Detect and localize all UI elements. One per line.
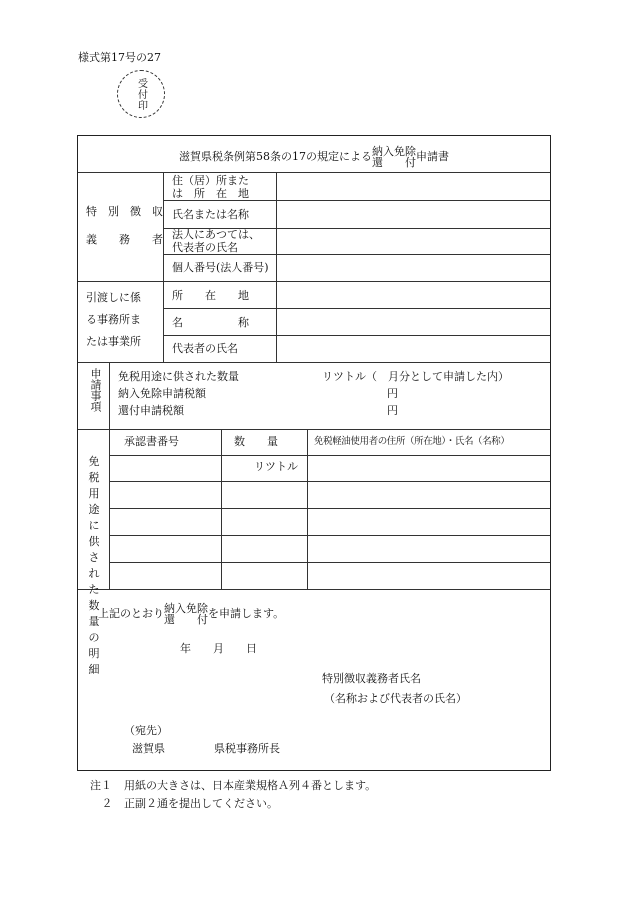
divider — [163, 172, 164, 362]
reception-stamp-circle — [117, 70, 165, 118]
col-header-certificate: 承認書番号 — [124, 435, 179, 448]
form-title — [78, 146, 550, 168]
obligor-address-label-2: は 所 在 地 — [172, 187, 249, 200]
application-row-refund-tax: 還付申請税額 — [118, 404, 184, 417]
liter-unit: リツトル — [254, 460, 298, 473]
addressee-office: 県税事務所長 — [214, 742, 280, 755]
office-location-label: 所 在 地 — [172, 289, 249, 302]
divider — [221, 429, 222, 589]
divider — [78, 281, 550, 282]
divider — [109, 481, 550, 482]
footnote — [90, 797, 278, 810]
title-option-exemption: 納入免除 — [372, 145, 416, 158]
yen-unit: 円 — [387, 387, 398, 400]
office-name-label: 名 称 — [172, 316, 249, 329]
obligor-rep-label-2: 代表者の氏名 — [172, 241, 238, 254]
declaration-suffix: を申請します。 — [208, 607, 285, 620]
office-label-line3: たは事業所 — [86, 335, 141, 348]
obligor-name-signature-note: （名称および代表者の氏名） — [324, 692, 467, 705]
divider — [78, 172, 550, 173]
divider — [78, 362, 550, 363]
office-label-line1: 引渡しに係 — [86, 291, 141, 304]
obligor-rep-label-1: 法人にあつては、 — [172, 228, 260, 241]
form-number: 様式第17号の27 — [78, 51, 161, 64]
obligor-number-label: 個人番号(法人番号) — [172, 261, 269, 274]
footnote-text: 用紙の大きさは、日本産業規格Ａ列４番とします。 — [124, 779, 377, 792]
title-suffix: 申請書 — [416, 150, 449, 163]
declaration-option-stack — [164, 603, 208, 625]
detail-label: 免税用途に供された数量の明細 — [88, 455, 100, 676]
obligor-label-line1: 特 別 徴 収 — [86, 205, 163, 218]
application-form — [77, 135, 551, 771]
divider — [109, 562, 550, 563]
quantity-unit-note: リツトル（ 月分として申請した内） — [322, 370, 509, 383]
reception-stamp-label: 受付印 — [135, 77, 147, 111]
divider — [163, 335, 550, 336]
addressee-prefecture: 滋賀県 — [132, 742, 165, 755]
col-header-quantity: 数 量 — [234, 435, 278, 448]
title-option-stack — [372, 146, 416, 168]
footnote — [90, 779, 376, 792]
declaration-line — [98, 602, 284, 626]
divider — [109, 455, 550, 456]
office-label-line2: る事務所ま — [86, 313, 141, 326]
divider — [163, 308, 550, 309]
divider — [276, 172, 277, 362]
obligor-label-line2: 義 務 者 — [86, 233, 163, 246]
declaration-option-refund: 還 付 — [164, 613, 208, 626]
divider — [78, 589, 550, 590]
office-rep-label: 代表者の氏名 — [172, 342, 238, 355]
divider — [78, 429, 550, 430]
footnote-text: 正副２通を提出してください。 — [124, 797, 278, 810]
application-row-quantity: 免税用途に供された数量 — [118, 370, 239, 383]
col-header-user: 免税軽油使用者の住所（所在地）・氏名（名称） — [314, 436, 510, 447]
declaration-prefix: 上記のとおり — [98, 607, 164, 620]
divider — [109, 362, 110, 589]
title-option-refund: 還 付 — [372, 156, 416, 169]
obligor-address-label-1: 住（居）所また — [172, 174, 249, 187]
title-prefix: 滋賀県税条例第58条の17の規定による — [179, 150, 372, 163]
application-row-exemption-tax: 納入免除申請税額 — [118, 387, 206, 400]
divider — [307, 429, 308, 589]
application-label: 申請事項 — [89, 368, 102, 412]
addressee-label: （宛先） — [124, 724, 168, 737]
divider — [163, 254, 550, 255]
declaration-option-exemption: 納入免除 — [164, 602, 208, 615]
divider — [109, 508, 550, 509]
date-line: 年 月 日 — [180, 642, 257, 655]
divider — [109, 535, 550, 536]
yen-unit: 円 — [387, 404, 398, 417]
obligor-name-signature-label: 特別徴収義務者氏名 — [322, 672, 421, 685]
footnote-number: 注１ — [90, 779, 112, 792]
footnote-number: ２ — [101, 797, 113, 810]
divider — [163, 200, 550, 201]
obligor-name-label: 氏名または名称 — [172, 208, 249, 221]
